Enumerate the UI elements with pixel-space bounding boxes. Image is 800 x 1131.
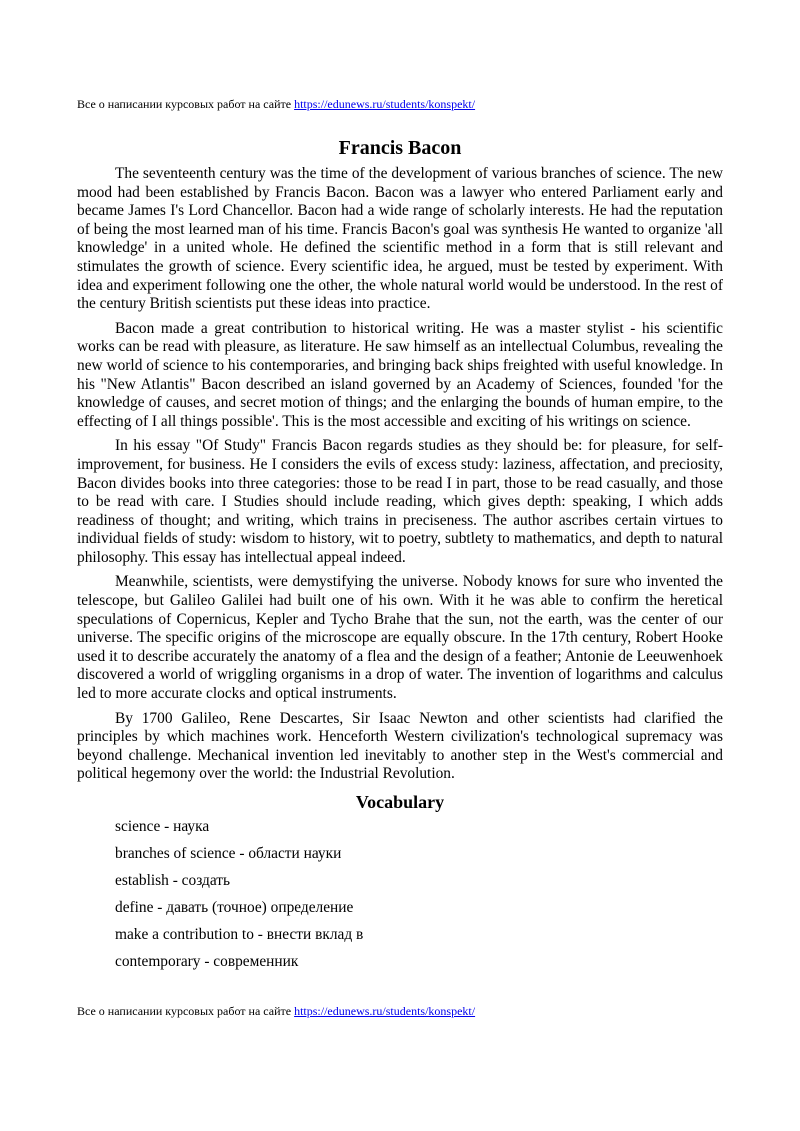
vocabulary-list — [77, 818, 723, 971]
footer-text: Все о написании курсовых работ на сайте — [77, 1004, 295, 1018]
vocabulary-item: branches of science - области науки — [115, 845, 342, 862]
header-link[interactable]: https://edunews.ru/students/konspekt/ — [294, 97, 476, 111]
footer-link[interactable]: https://edunews.ru/students/konspekt/ — [294, 1004, 476, 1018]
paragraph-1: The seventeenth century was the time of the development of various branches of science. The new mood had been established by Francis Bacon. Bacon was a lawyer who entered Parliament early and became James I's Lord Chancellor. Bacon had a wide range of scholarly interests. He had the reputation of being the most learned man of his time. Francis Bacon's goal was synthesis He wanted to organize 'all knowledge' in a united whole. He defined the scientific method in a form that is still relevant and stimulates the growth of science. Every scientific idea, he argued, must be tested by experiment. With idea and experiment following one the other, the whole natural world would be understood. In the rest of the century British scientists put these ideas into practice. — [77, 165, 723, 313]
page-footer — [77, 1004, 723, 1018]
main-content — [77, 134, 723, 980]
paragraph-4: Meanwhile, scientists, were demystifying the universe. Nobody knows for sure who invented the telescope, but Galileo Galilei had built one of his own. With it he was able to confirm the heretical speculations of Copernicus, Kepler and Tycho Brahe that the sun, not the earth, was the center of our universe. The specific origins of the microscope are equally obscure. In the 17th century, Robert Hooke used it to describe accurately the anatomy of a flea and the design of a feather; Antonie de Leeuwenhoek discovered a world of wriggling organisms in a drop of water. The invention of logarithms and calculus led to more accurate clocks and optical instruments. — [77, 573, 723, 703]
vocabulary-heading: Vocabulary — [355, 792, 445, 812]
vocabulary-item: establish - создать — [115, 872, 231, 889]
paragraph-2: Bacon made a great contribution to historical writing. He was a master stylist - his scientific works can be read with pleasure, as literature. He saw himself as an intellectual Columbus, revealing the new world of science to his contemporaries, and bringing back ships freighted with useful knowledge. In his "New Atlantis" Bacon described an island governed by an Academy of Sciences, founded 'for the knowledge of causes, and secret motion of things; and the enlarging the bounds of human empire, to the effecting of I all things possible'. This is the most accessible and exciting of his writings on science. — [77, 319, 723, 430]
vocabulary-item: make a contribution to - внести вклад в — [115, 926, 364, 943]
document-title: Francis Bacon — [338, 137, 462, 159]
paragraph-3: In his essay "Of Study" Francis Bacon regards studies as they should be: for pleasure, for self-improvement, for business. He I considers the evils of excess study: laziness, affectation, and preciosity, Bacon divides books into three categories: those to be read I in part, those to be read casually, and those to be read with care. I Studies should include reading, which gives depth: speaking, I which adds readiness of thought; and writing, which trains in preciseness. The author ascribes certain virtues to individual fields of study: wisdom to history, wit to poetry, subtlety to mathematics, and depth to natural philosophy. This essay has intellectual appeal indeed. — [77, 437, 723, 566]
page-header — [77, 97, 723, 111]
paragraph-5: By 1700 Galileo, Rene Descartes, Sir Isaac Newton and other scientists had clarified the principles by which machines work. Henceforth Western civilization's technological supremacy was beyond challenge. Mechanical invention led inevitably to another step in the West's commercial and political hegemony over the world: the Industrial Revolution. — [77, 709, 723, 783]
vocabulary-item: science - наука — [115, 818, 210, 835]
vocabulary-item: define - давать (точное) определение — [115, 899, 354, 916]
vocabulary-item: contemporary - современник — [115, 953, 299, 970]
header-text: Все о написании курсовых работ на сайте — [77, 97, 295, 111]
